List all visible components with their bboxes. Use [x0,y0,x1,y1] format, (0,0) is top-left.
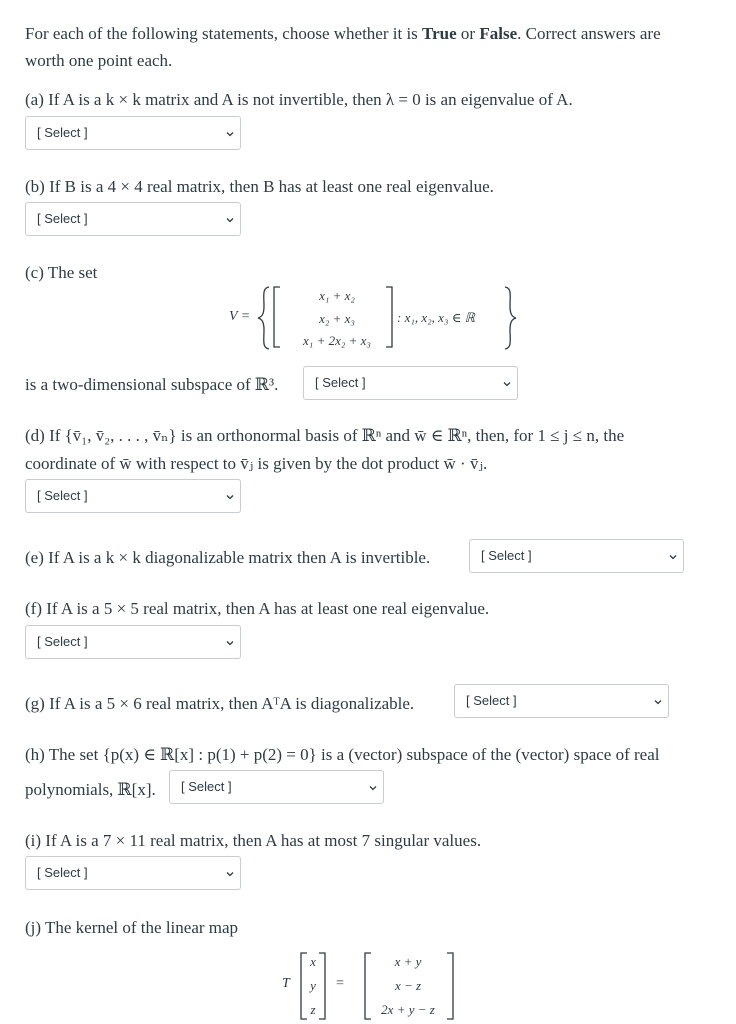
select-label: [ Select ] [37,865,88,880]
instructions-line2: worth one point each. [25,51,173,70]
chevron-down-icon [226,493,234,501]
question-c: is a two-dimensional subspace of ℝ³. [25,375,279,394]
select-label: [ Select ] [37,634,88,649]
equals-sign: = [336,976,344,991]
false-word: False [479,24,518,43]
question-b: (b) If B is a 4 × 4 real matrix, then B has at least one real eigenvalue. [25,177,494,196]
chevron-down-icon [226,216,234,224]
question-j-intro: (j) The kernel of the linear map [25,918,239,937]
output-row-2: x − z [394,978,422,993]
output-row-3: 2x + y − z [381,1002,435,1017]
output-row-1: x + y [394,954,422,969]
answer-select-b[interactable] [25,202,241,236]
linear-map-math [280,946,460,1022]
question-h-line1: (h) The set {p(x) ∈ ℝ[x] : p(1) + p(2) = 0} is a (vector) subspace of the (vector) space of real [25,745,660,764]
answer-select-g[interactable] [454,684,669,718]
select-label: [ Select ] [37,488,88,503]
instructions-text: For each of the following statements, choose whether it is [25,24,423,43]
instructions [25,24,661,44]
chevron-down-icon [669,553,677,561]
right-bracket-icon [318,952,326,1020]
question-i: (i) If A is a 7 × 11 real matrix, then A has at most 7 singular values. [25,831,482,850]
question-d-line1: (d) If {v̄₁, v̄₂, . . . , v̄ₙ} is an orthonormal basis of ℝⁿ and w̄ ∈ ℝⁿ, then, for 1 ≤ j ≤ n, the [25,426,625,445]
vector-row-2: x₂ + x₃ [319,311,355,326]
select-label: [ Select ] [466,693,517,708]
set-definition-math [225,282,525,352]
chevron-down-icon [226,639,234,647]
answer-select-a[interactable] [25,116,241,150]
vector-row-3: x₁ + 2x₂ + x₃ [303,333,371,348]
input-x: x [310,954,316,969]
select-label: [ Select ] [181,779,232,794]
input-y: y [310,978,316,993]
answer-select-h[interactable] [169,770,384,804]
set-lhs: V = [229,309,251,324]
right-bracket-icon [446,952,454,1020]
chevron-down-icon [226,130,234,138]
answer-select-d[interactable] [25,479,241,513]
select-label: [ Select ] [37,211,88,226]
answer-select-f[interactable] [25,625,241,659]
chevron-down-icon [226,870,234,878]
question-g: (g) If A is a 5 × 6 real matrix, then AᵀA is diagonalizable. [25,694,415,713]
right-bracket-icon [385,286,393,348]
chevron-down-icon [369,784,377,792]
input-z: z [310,1002,316,1017]
question-h-line2: polynomials, ℝ[x]. [25,780,156,799]
answer-select-i[interactable] [25,856,241,890]
or-word: or [456,24,480,43]
select-label: [ Select ] [37,125,88,140]
vector-row-1: x₁ + x₂ [319,288,355,303]
right-brace-icon [503,286,517,350]
instructions-text-end: . Correct answers are [517,24,661,43]
answer-select-c[interactable] [303,366,518,400]
question-c-intro: (c) The set [25,263,98,282]
true-word: True [422,24,457,43]
question-f: (f) If A is a 5 × 5 real matrix, then A has at least one real eigenvalue. [25,599,490,618]
chevron-down-icon [503,380,511,388]
question-e: (e) If A is a k × k diagonalizable matrix then A is invertible. [25,548,431,567]
left-brace-icon [257,286,271,350]
map-name: T [282,976,290,991]
question-d-line2: coordinate of w̄ with respect to v̄ⱼ is given by the dot product w̄ · v̄ⱼ. [25,454,488,473]
select-label: [ Select ] [481,548,532,563]
left-bracket-icon [273,286,281,348]
set-condition: : x₁, x₂, x₃ ∈ ℝ [397,310,475,325]
question-a: (a) If A is a k × k matrix and A is not invertible, then λ = 0 is an eigenvalue of A. [25,90,573,109]
select-label: [ Select ] [315,375,366,390]
answer-select-e[interactable] [469,539,684,573]
chevron-down-icon [654,698,662,706]
